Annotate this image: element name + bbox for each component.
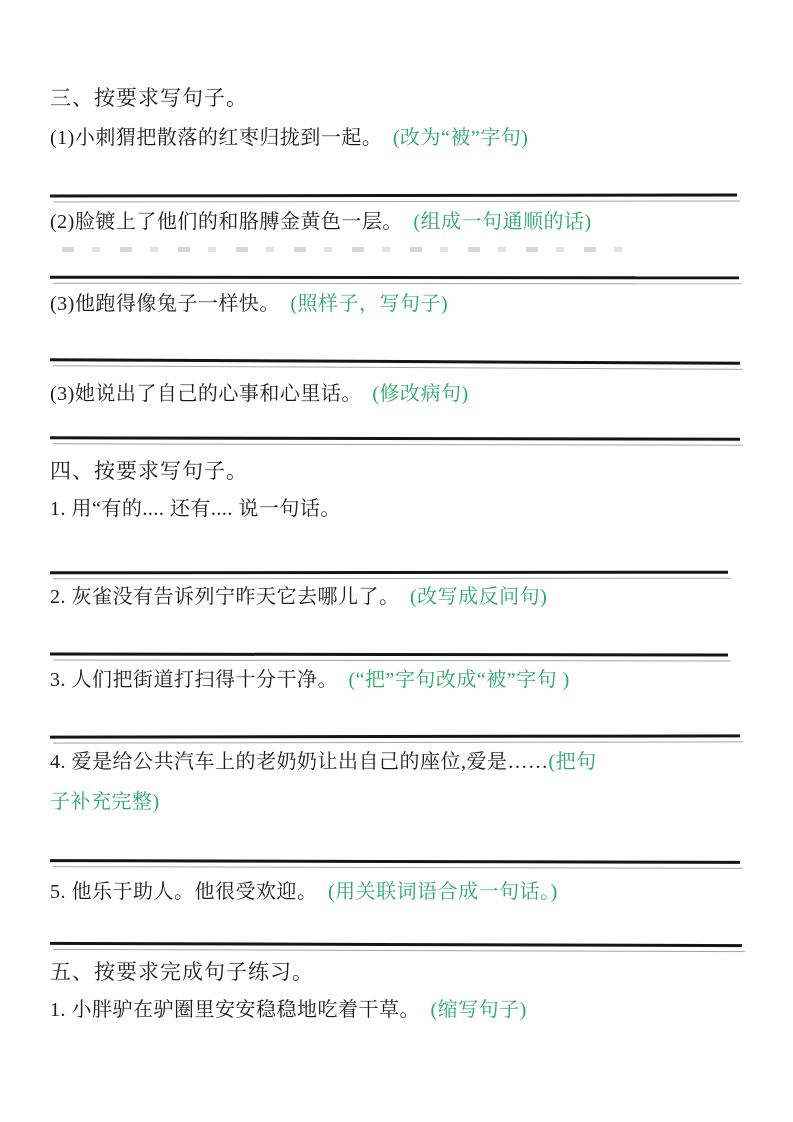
question-text: (2)脸镀上了他们的和胳膊金黄色一层。 (50, 211, 403, 233)
question-hint: (缩写句子) (430, 999, 527, 1021)
question-text: 5. 他乐于助人。他很受欢迎。 (50, 881, 318, 903)
question-text: 3. 人们把街道打扫得十分干净。 (50, 669, 338, 691)
question-hint: (组成一句通顺的话) (413, 211, 592, 233)
question-text: 4. 爱是给公共汽车上的老奶奶让出自己的座位,爱是…… (50, 751, 549, 773)
section-4-title: 四、按要求写句子。 (50, 459, 248, 483)
question-text: 1. 用“有的.... 还有.... 说一句话。 (50, 498, 341, 520)
question-4-4-hint-wrap (50, 788, 160, 816)
question-hint: (改为“被”字句) (392, 127, 529, 149)
answer-blank-line (50, 194, 737, 198)
question-4-3 (50, 666, 570, 694)
question-hint: (改写成反问句) (410, 586, 548, 608)
question-text: 1. 小胖驴在驴圈里安安稳稳地吃着干草。 (50, 999, 420, 1021)
question-hint: (用关联词语合成一句话。) (328, 881, 558, 903)
faded-print-artifact (62, 247, 637, 252)
question-3-1 (50, 124, 528, 152)
answer-blank-line (50, 859, 740, 864)
question-text: (3)她说出了自己的心事和心里话。 (50, 383, 362, 405)
question-4-2 (50, 583, 547, 611)
question-3-4 (50, 380, 469, 408)
question-5-1 (50, 996, 527, 1024)
question-text: (3)他跑得像兔子一样快。 (50, 293, 280, 315)
question-3-3 (50, 290, 448, 318)
question-hint: (照样子，写句子) (290, 293, 449, 315)
answer-blank-line (50, 942, 742, 947)
question-4-1 (50, 495, 341, 523)
answer-blank-line (50, 358, 740, 365)
question-hint-continued: 子补充完整) (50, 791, 160, 813)
question-4-5 (50, 878, 558, 906)
answer-blank-line (50, 571, 728, 575)
question-hint: (把句 (548, 751, 597, 773)
question-hint: (修改病句) (372, 383, 469, 405)
answer-blank-line (50, 653, 728, 657)
answer-blank-line (50, 436, 740, 440)
answer-blank-line (50, 276, 739, 280)
question-3-2 (50, 208, 592, 236)
section-3-title: 三、按要求写句子。 (50, 86, 248, 110)
section-5-title: 五、按要求完成句子练习。 (50, 960, 314, 984)
question-hint: (“把”字句改成“被”字句 ) (348, 669, 570, 691)
answer-blank-line (50, 734, 740, 738)
question-4-4 (50, 748, 597, 776)
question-text: 2. 灰雀没有告诉列宁昨天它去哪儿了。 (50, 586, 400, 608)
question-text: (1)小刺猬把散落的红枣归拢到一起。 (50, 127, 383, 149)
